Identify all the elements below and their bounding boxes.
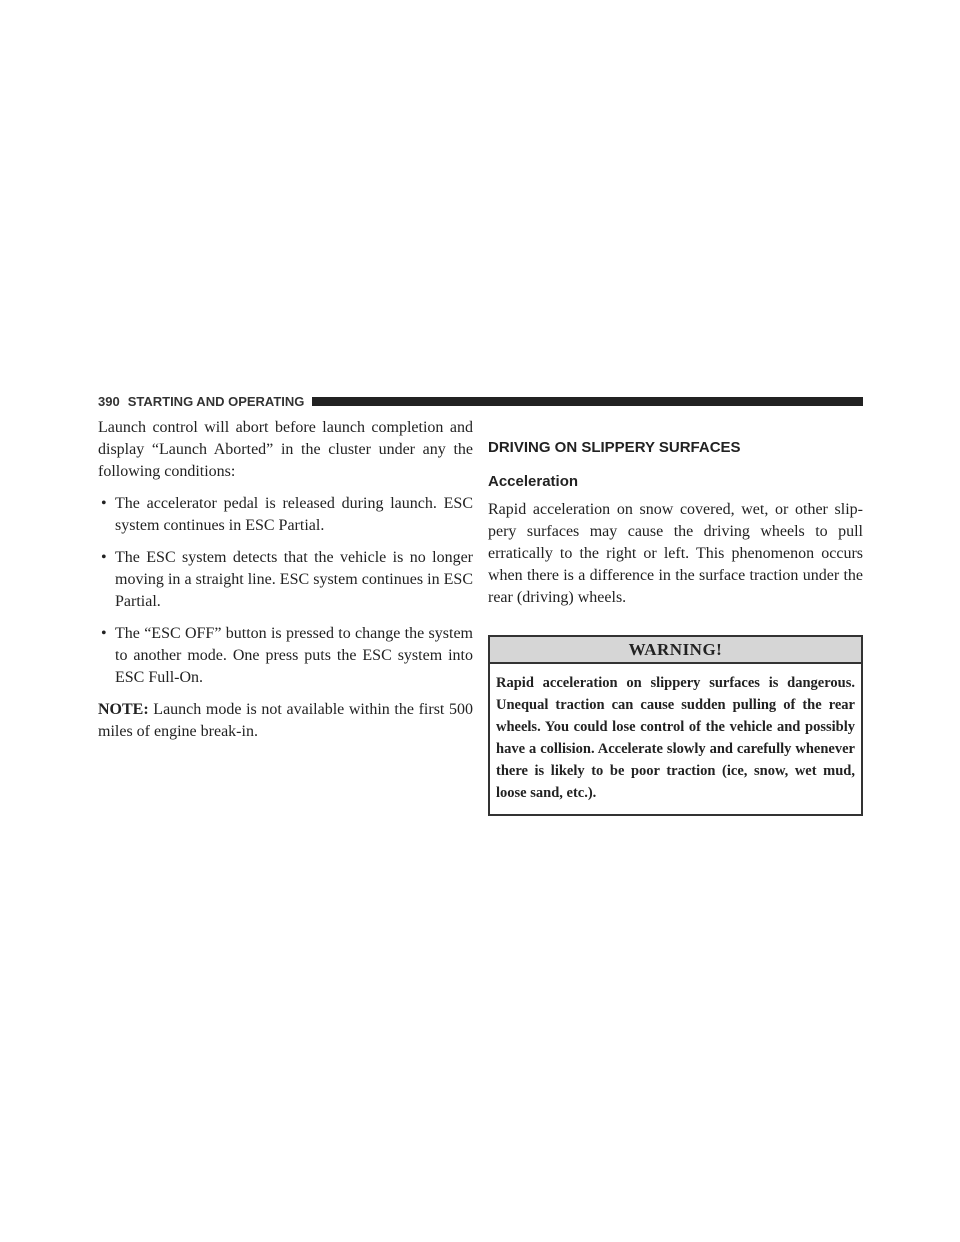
warning-box <box>488 635 863 816</box>
warning-title: WARNING! <box>490 637 861 664</box>
intro-paragraph: Launch control will abort before launch completion and display “Launch Aborted” in the cluster under any the following conditions: <box>98 419 473 480</box>
bullet-icon: • <box>101 495 107 512</box>
list-item <box>98 547 473 613</box>
section-label: STARTING AND OPERATING <box>127 393 305 409</box>
header-rule <box>312 397 863 406</box>
list-item-text: The ESC system detects that the vehicle is no longer moving in a straight line. ESC system continues in ESC Partial. <box>115 549 473 610</box>
list-item <box>98 493 473 537</box>
note-text: Launch mode is not available within the first 500 miles of engine break-in. <box>98 701 473 740</box>
list-item-text: The accelerator pedal is released during launch. ESC system continues in ESC Partial. <box>115 495 473 534</box>
bullet-icon: • <box>101 549 107 566</box>
note-paragraph <box>98 699 473 743</box>
conditions-list <box>98 493 473 689</box>
page-number: 390 <box>98 393 120 409</box>
list-item-text: The “ESC OFF” button is pressed to change the system to another mode. One press puts the ESC system into ESC Full-On. <box>115 625 473 686</box>
bullet-icon: • <box>101 625 107 642</box>
acceleration-paragraph: Rapid acceleration on snow covered, wet, or other slip-pery surfaces may cause the driving wheels to pull erratically to the right or left. This phenomenon occurs when there is a difference in the surface traction under the rear (driving) wheels. <box>488 501 863 606</box>
right-column <box>488 417 863 816</box>
subsection-heading: Acceleration <box>488 473 579 490</box>
section-heading: DRIVING ON SLIPPERY SURFACES <box>488 439 741 456</box>
note-label: NOTE: <box>98 701 149 718</box>
warning-body: Rapid acceleration on slippery surfaces is dangerous. Unequal traction can cause sudden pulling of the rear wheels. You could lose control of the vehicle and possibly have a collision. Accelerate slowly and carefully whenever there is likely to be poor traction (ice, snow, wet mud, loose sand, etc.). <box>496 675 855 801</box>
left-column <box>98 417 473 743</box>
list-item <box>98 623 473 689</box>
page-header <box>98 393 863 409</box>
